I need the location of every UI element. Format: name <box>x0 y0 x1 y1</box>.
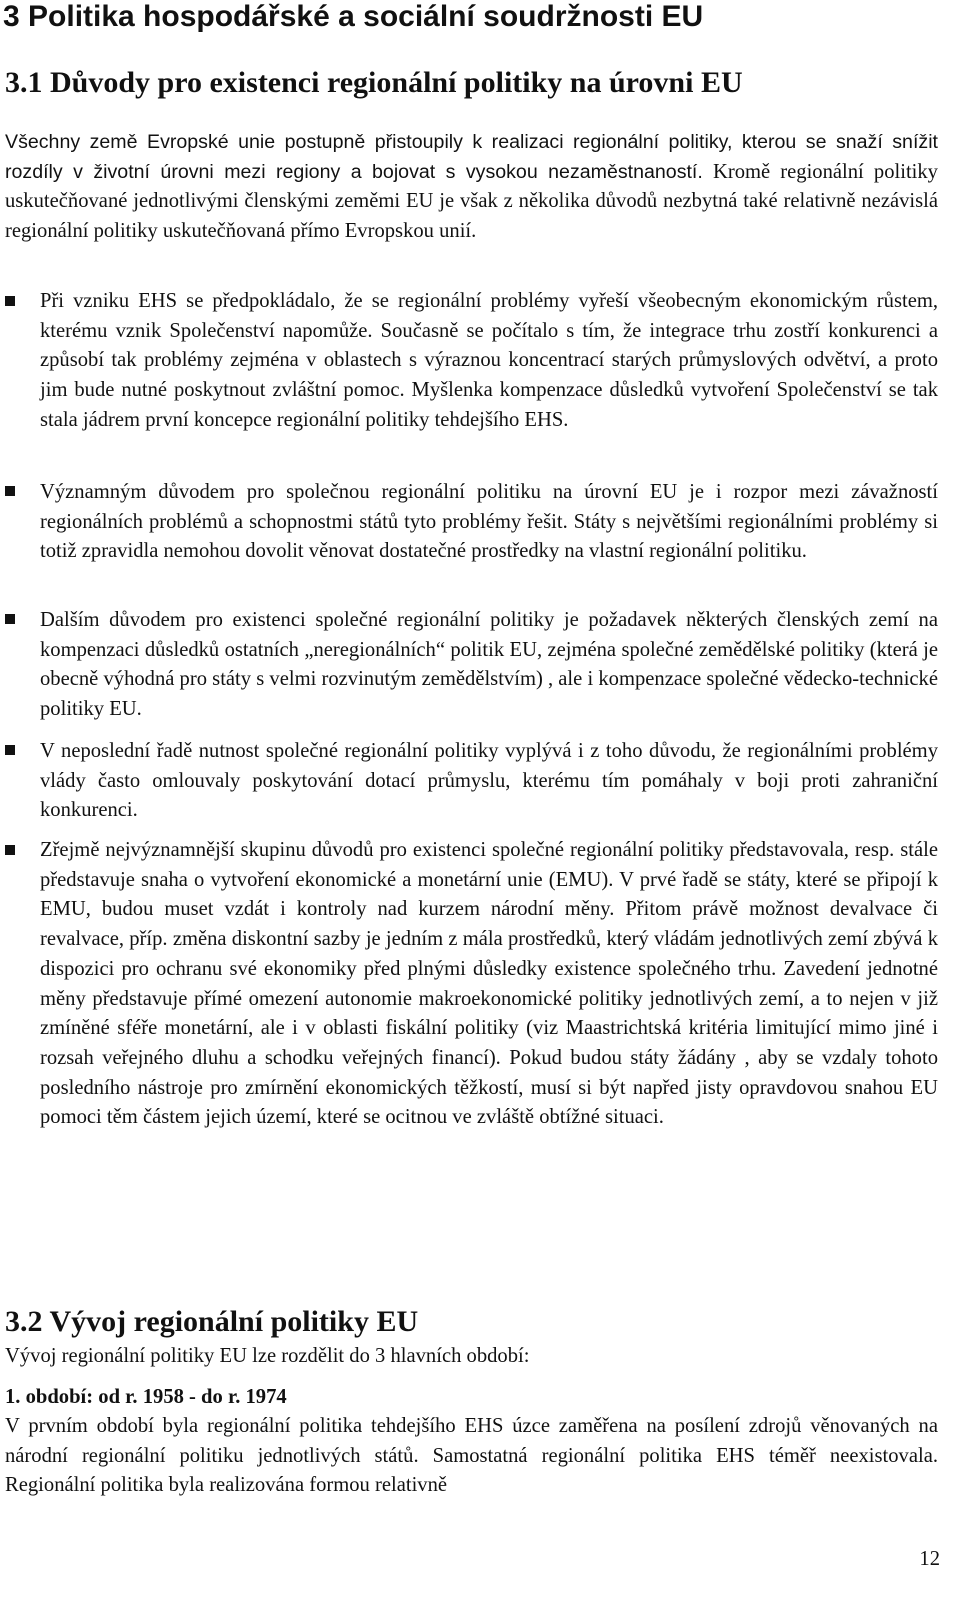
bullet-item-5: Zřejmě nejvýznamnější skupinu důvodů pro existenci společné regionální politiky představovala, resp. stále představuje snaha o vytvoření ekonomické a monetární unie (EMU). V prvé řadě se státy, které se připojí k EMU, budou muset vzdát i kontroly nad kurzem národní měny. Přitom právě možnost devalvace či revalvace, příp. změna diskontní sazby je jedním z mála prostředků, který vládám jednotlivých zemí zbývá k dispozici pro ochranu své ekonomiky před plnými důsledky existence společného trhu. Zavedení jednotné měny představuje přímé omezení autonomie makroekonomické politiky jednotlivých zemí, a to nejen v již zmíněné sféře monetární, ale i v oblasti fiskální politiky (viz Maastrichtská kritéria limitující mimo jiné i rozsah veřejného dluhu a schodku veřejných financí). Pokud budou státy žádány , aby se vzdaly tohoto posledního nástroje pro zmírnění ekonomických těžkostí, musí si být napřed jisty opravdovou snahou EU pomoci těm částem jejich území, které se ocitnou ve zvláště obtížné situaci. <box>40 839 938 1129</box>
chapter-heading: 3 Politika hospodářské a sociální soudržnosti EU <box>3 0 704 33</box>
intro-sentence-serif: Kromě regionální politiky uskutečňované jednotlivými členskými zeměmi EU je však z několika důvodů nezbytná také relativně nezávislá regionální politiky uskutečňovaná přímo Evropskou unií. <box>5 160 938 243</box>
periods-lead-paragraph: Vývoj regionální politiky EU lze rozdělit do 3 hlavních období: <box>5 1345 530 1367</box>
bullet-item-2: Významným důvodem pro společnou regionální politiku na úrovní EU je i rozpor mezi závažností regionálních problémů a schopnostmi států tyto problémy řešit. Státy s největšími regionálními problémy si totiž zpravidla nemohou dovolit věnovat dostatečné prostředky na vlastní regionální politiku. <box>40 481 938 563</box>
square-bullet-icon <box>5 845 15 855</box>
period-1-title: 1. období: od r. 1958 - do r. 1974 <box>5 1386 287 1408</box>
bullet-item-1: Při vzniku EHS se předpokládalo, že se regionální problémy vyřeší všeobecným ekonomickým růstem, kterému vznik Společenství napomůže. Současně se počítalo s tím, že integrace trhu zostří konkurenci a způsobí tak problémy zejména v oblastech s výraznou koncentrací starých průmyslových odvětví, a proto jim bude nutné poskytnout zvláštní pomoc. Myšlenka kompenzace důsledků vytvoření Společenství se tak stala jádrem první koncepce regionální politiky tehdejšího EHS. <box>40 290 938 431</box>
square-bullet-icon <box>5 614 15 624</box>
intro-paragraph <box>5 128 938 247</box>
square-bullet-icon <box>5 296 15 306</box>
section-heading-3-2: 3.2 Vývoj regionální politiky EU <box>5 1305 419 1338</box>
page-number: 12 <box>919 1548 940 1570</box>
period-1-paragraph: V prvním období byla regionální politika tehdejšího EHS úzce zaměřena na posílení zdrojů věnovaných na národní regionální politiku jednotlivých států. Samostatná regionální politika EHS téměř neexistovala. Regionální politika byla realizována formou relativně <box>5 1415 938 1497</box>
square-bullet-icon <box>5 486 15 496</box>
intro-sentence-sans: Všechny země Evropské unie postupně přistoupily k realizaci regionální politiky, kterou se snaží snížit rozdíly v životní úrovni mezi regiony a bojovat s vysokou nezaměstnaností. <box>5 131 938 183</box>
bullet-item-3: Dalším důvodem pro existenci společné regionální politiky je požadavek některých členských zemí na kompenzaci důsledků ostatních „neregionálních“ politik EU, zejména společné zemědělské politiky (která je obecně výhodná pro státy s velmi rozvinutým zemědělstvím) , ale i kompenzace společné vědecko-technické politiky EU. <box>40 609 938 721</box>
section-heading-3-1: 3.1 Důvody pro existenci regionální politiky na úrovni EU <box>5 66 743 99</box>
square-bullet-icon <box>5 745 15 755</box>
bullet-item-4: V neposlední řadě nutnost společné regionální politiky vyplývá i z toho důvodu, že regionálními problémy vlády často omlouvaly poskytování dotací průmyslu, kterému tím pomáhaly v boji proti zahraniční konkurenci. <box>40 740 938 822</box>
